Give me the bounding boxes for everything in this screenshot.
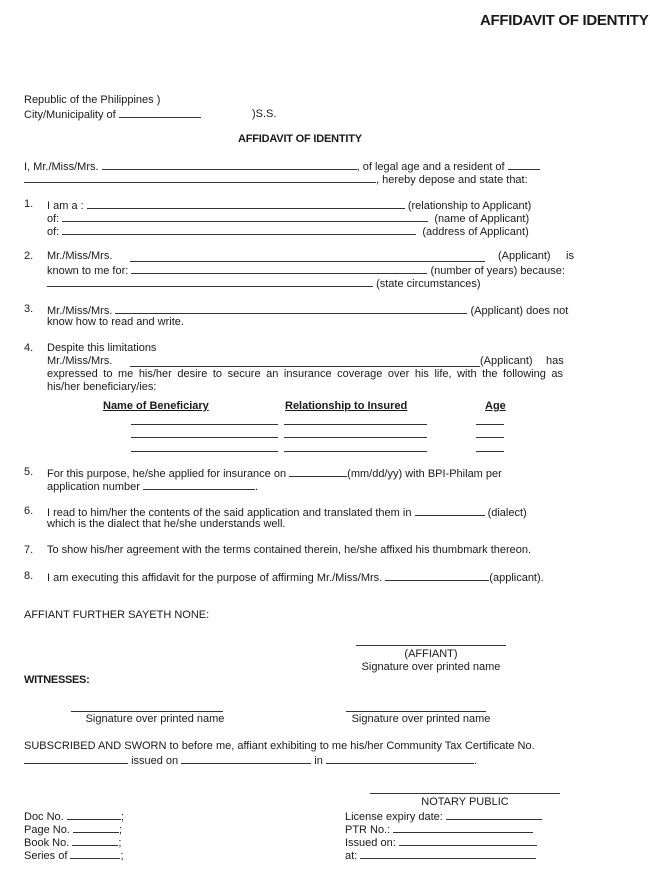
residence-field[interactable] — [24, 172, 376, 183]
sworn-in: in — [314, 755, 323, 767]
beneficiary-row-2-relationship[interactable] — [284, 437, 427, 438]
ctc-issued-date-field[interactable] — [181, 753, 311, 764]
item-8-text-b: (applicant). — [489, 572, 544, 584]
record-page-sep: ; — [118, 824, 122, 836]
item-4-has: has — [546, 355, 564, 367]
item-1-of-label-2: of: — [47, 226, 60, 238]
record-series — [24, 848, 124, 863]
circumstances-field[interactable] — [47, 276, 373, 287]
venue-republic: Republic of the Philippines ) — [24, 94, 161, 106]
affiant-name-field[interactable] — [102, 159, 357, 170]
beneficiary-row-2-age[interactable] — [476, 437, 504, 438]
item-3-number: 3. — [24, 303, 34, 315]
item-4-line-1: Despite this limitations — [47, 342, 157, 354]
record-series-sep: ; — [120, 850, 124, 862]
beneficiary-name-header: Name of Beneficiary — [103, 400, 209, 412]
witness-1-signature-line[interactable] — [71, 711, 223, 712]
applicant-address-field[interactable] — [62, 224, 416, 235]
residence-field-start[interactable] — [508, 159, 540, 170]
notary-license-label: License expiry date: — [345, 811, 443, 823]
item-1-name-suffix: (name of Applicant) — [434, 213, 530, 225]
item-3-label: Mr./Miss/Mrs. — [47, 305, 113, 317]
intro-end: , hereby depose and state that: — [376, 174, 528, 186]
intro-prefix: I, Mr./Miss/Mrs. — [24, 161, 99, 173]
notary-title: NOTARY PUBLIC — [421, 796, 509, 808]
item-5-period: . — [255, 481, 259, 493]
item-4-label: Mr./Miss/Mrs. — [47, 355, 113, 367]
affiant-label: (AFFIANT) — [404, 648, 458, 660]
record-book-sep: ; — [118, 837, 122, 849]
witness-1-caption: Signature over printed name — [85, 713, 225, 725]
notary-issued-label: Issued on: — [345, 837, 396, 849]
years-known-field[interactable] — [131, 263, 427, 274]
application-date-field[interactable] — [289, 466, 347, 477]
item-4-applicant-field[interactable] — [130, 366, 480, 367]
notary-at-label: at: — [345, 850, 358, 862]
item-6-number: 6. — [24, 505, 34, 517]
beneficiary-row-2-name[interactable] — [131, 437, 278, 438]
item-2-line-1-label: Mr./Miss/Mrs. — [47, 250, 113, 262]
ptr-number-field[interactable] — [393, 822, 533, 833]
sworn-period: . — [473, 755, 477, 767]
item-1-address-suffix: (address of Applicant) — [422, 226, 529, 238]
document-title: AFFIDAVIT OF IDENTITY — [238, 133, 362, 145]
item-5-text-a: For this purpose, he/she applied for insurance on — [47, 468, 287, 480]
item-3-suffix: (Applicant) does not — [470, 305, 569, 317]
item-5-text-c: application number — [47, 481, 140, 493]
page-number-field[interactable] — [73, 822, 119, 833]
affiant-signature-caption: Signature over printed name — [361, 661, 501, 673]
sworn-line-1: SUBSCRIBED AND SWORN to before me, affiant exhibiting to me his/her Community Tax Certificate No. — [24, 740, 535, 752]
item-4-applicant-suffix: (Applicant) — [480, 355, 533, 367]
item-1-line-3 — [47, 224, 529, 239]
item-4-number: 4. — [24, 342, 34, 354]
affirmed-applicant-field[interactable] — [385, 570, 489, 581]
beneficiary-relationship-header: Relationship to Insured — [285, 400, 408, 412]
venue-city — [24, 107, 201, 122]
item-5-line-2 — [47, 479, 258, 494]
witnesses-label: WITNESSES: — [24, 674, 90, 686]
notary-ptr-label: PTR No.: — [345, 824, 391, 836]
city-field[interactable] — [119, 107, 201, 118]
item-8-text-a: I am executing this affidavit for the purpose of affirming Mr./Miss/Mrs. — [47, 572, 383, 584]
notary-signature-line[interactable] — [370, 793, 560, 794]
item-4-line-3: expressed to me his/her desire to secure an insurance coverage over his life, with the following as — [47, 368, 563, 380]
book-number-field[interactable] — [72, 835, 118, 846]
item-2-applicant-field[interactable] — [130, 261, 485, 262]
ctc-number-field[interactable] — [24, 753, 128, 764]
ctc-issued-place-field[interactable] — [326, 753, 474, 764]
record-doc-label: Doc No. — [24, 811, 64, 823]
item-1-number: 1. — [24, 198, 34, 210]
item-8-line-1 — [47, 570, 544, 585]
witness-2-caption: Signature over printed name — [351, 713, 491, 725]
item-2-known-label: known to me for: — [47, 265, 129, 277]
item-5-text-b: (mm/dd/yy) with BPI-Philam per — [347, 468, 502, 480]
relationship-field[interactable] — [87, 198, 405, 209]
item-2-circumstances-suffix: (state circumstances) — [376, 278, 481, 290]
item-6-line-2: which is the dialect that he/she understands well. — [47, 518, 286, 530]
beneficiary-row-3-age[interactable] — [476, 451, 504, 452]
sworn-issued-on: issued on — [131, 755, 179, 767]
item-6-text-b: (dialect) — [487, 507, 527, 519]
notary-issued-on-field[interactable] — [399, 835, 537, 846]
intro-line-2 — [24, 172, 528, 187]
item-8-number: 8. — [24, 570, 34, 582]
item-2-number: 2. — [24, 250, 34, 262]
intro-mid: , of legal age and a resident of — [356, 161, 505, 173]
witness-2-signature-line[interactable] — [346, 711, 486, 712]
header-title: AFFIDAVIT OF IDENTITY — [480, 12, 649, 29]
beneficiary-row-3-name[interactable] — [131, 451, 278, 452]
record-page-label: Page No. — [24, 824, 70, 836]
item-4-line-3-wrap — [47, 368, 563, 381]
license-expiry-field[interactable] — [446, 809, 542, 820]
item-7-number: 7. — [24, 544, 34, 556]
item-1-of-label: of: — [47, 213, 60, 225]
beneficiary-row-1-relationship[interactable] — [284, 424, 427, 425]
affiant-signature-line[interactable] — [356, 645, 506, 646]
application-number-field[interactable] — [143, 479, 255, 490]
item-4-line-4: his/her beneficiary/ies: — [47, 381, 157, 393]
closing-statement: AFFIANT FURTHER SAYETH NONE: — [24, 609, 210, 621]
item-7-line-1: To show his/her agreement with the terms contained therein, he/she affixed his thumbmark thereon. — [47, 544, 532, 556]
venue-city-label: City/Municipality of — [24, 109, 116, 121]
beneficiary-row-3-relationship[interactable] — [284, 451, 427, 452]
venue-ss: )S.S. — [252, 108, 277, 120]
item-3-line-2: know how to read and write. — [47, 316, 184, 328]
item-2-years-suffix: (number of years) because: — [430, 265, 565, 277]
item-1-label: I am a : — [47, 200, 84, 212]
series-field[interactable] — [70, 848, 120, 859]
record-book-label: Book No. — [24, 837, 70, 849]
item-2-applicant-suffix: (Applicant) — [498, 250, 551, 262]
notary-at-field[interactable] — [360, 848, 536, 859]
beneficiary-age-header: Age — [485, 400, 506, 412]
beneficiary-row-1-age[interactable] — [476, 424, 504, 425]
beneficiary-row-1-name[interactable] — [131, 424, 278, 425]
sworn-line-2 — [24, 753, 477, 768]
record-series-label: Series of — [24, 850, 68, 862]
item-3-applicant-field[interactable] — [115, 303, 467, 314]
item-1-suffix: (relationship to Applicant) — [407, 200, 532, 212]
dialect-field[interactable] — [415, 505, 485, 516]
doc-number-field[interactable] — [67, 809, 121, 820]
item-2-line-3 — [47, 276, 481, 291]
notary-at — [345, 848, 536, 863]
applicant-name-field[interactable] — [62, 211, 428, 222]
item-2-is: is — [566, 250, 574, 262]
item-5-number: 5. — [24, 466, 34, 478]
item-6-text-a: I read to him/her the contents of the said application and translated them in — [47, 507, 412, 519]
record-doc-sep: ; — [120, 811, 124, 823]
